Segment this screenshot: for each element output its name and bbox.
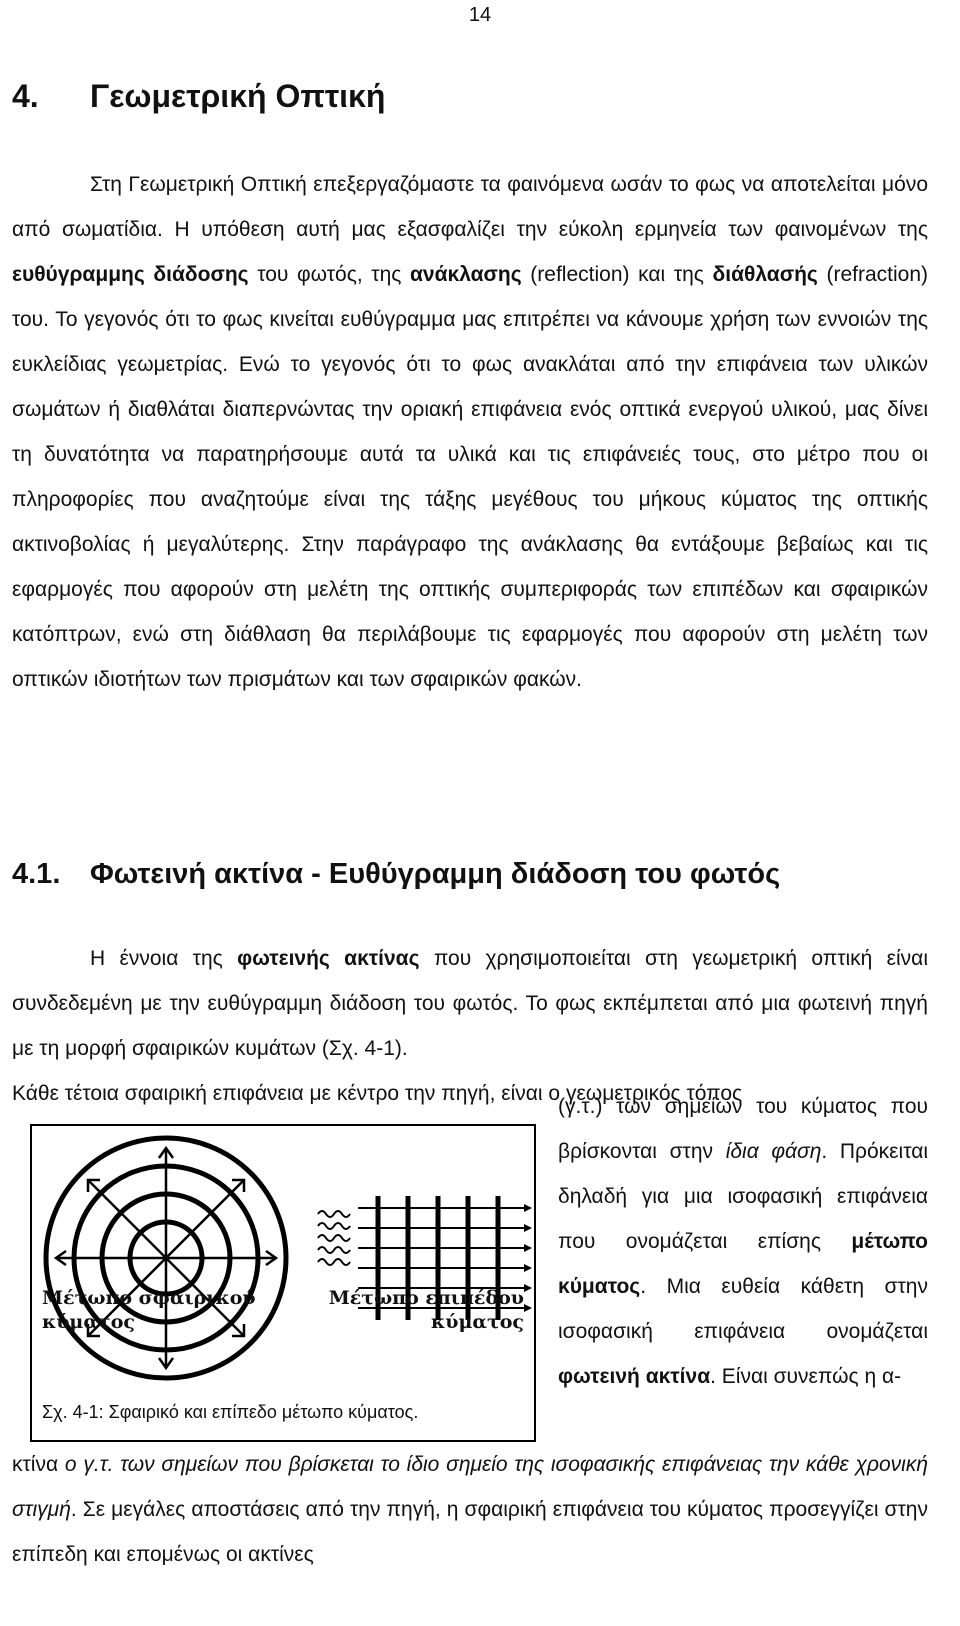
subsection-heading [12,858,780,891]
text: που χρησιμοποιείται στη γεωμετρική οπτική είναι συνδεδεμένη με την ευθύγραμμη διάδοση του φωτός. Το φως εκπέμπεται από μια φωτεινή πηγή με τη μορφή σφαιρικών κυμάτων (Σχ. 4-1). [12,947,928,1060]
bold-term: ανάκλασης [410,263,522,286]
text: του φωτός, της [248,263,411,286]
side-text [558,1084,928,1399]
text: (γ.τ.) των σημείων του κύματος που βρίσκονται στην [558,1095,928,1163]
continuation-paragraph [12,1442,928,1577]
text: . Σε μεγάλες αποστάσεις από την πηγή, η σφαιρική επιφάνεια του κύματος προσεγγίζει στην επίπεδη και επομένως οι ακτίνες [12,1498,928,1566]
page-number: 14 [468,4,492,26]
bold-term: μέτωπο κύματος [558,1230,928,1298]
label-line: κύματος [431,1311,524,1333]
text: κτίνα [12,1453,65,1476]
text-line: Κάθε τέτοια σφαιρική επιφάνεια με κέντρο την πηγή, είναι ο γεωμετρικός τόπος [12,1082,743,1105]
bold-term: φωτεινής ακτίνας [237,947,420,970]
section-heading [12,78,385,115]
text: Στη Γεωμετρική Οπτική επεξεργαζόμαστε τα φαινόμενα ωσάν το φως να αποτελείται μόνο από σωματίδια. Η υπόθεση αυτή μας εξασφαλίζει την εύκολη ερμηνεία των φαινομένων της [12,173,928,241]
text: . Είναι συνεπώς η α- [710,1365,902,1388]
wavy-rays [318,1211,350,1265]
label-line: κύματος [42,1311,135,1333]
figure-caption: Σχ. 4-1: Σφαιρικό και επίπεδο μέτωπο κύματος. [42,1402,419,1422]
text: (reflection) και της [521,263,713,286]
section-number: 4. [12,78,39,114]
parallel-ray-arrowheads [524,1204,532,1312]
subsection-title: Φωτεινή ακτίνα - Ευθύγραμμη διάδοση του φωτός [90,858,781,890]
figure-wavefronts [30,1124,536,1442]
intro-paragraph [12,162,928,702]
italic-text: ο γ.τ. των σημείων που βρίσκεται το ίδιο σημείο της ισοφασικής επιφάνειας την κάθε χρονική στιγμή [12,1453,929,1521]
wavefront-diagram [32,1126,534,1440]
italic-term: ίδια φάση [725,1140,822,1163]
bold-term: διάθλασής [712,263,818,286]
bold-term: φωτεινή ακτίνα [558,1365,711,1388]
section-title: Γεωμετρική Οπτική [90,78,386,114]
text: . Πρόκειται δηλαδή για μια ισοφασική επιφάνεια που ονομάζεται επίσης [558,1140,929,1253]
spherical-wavefront-label [42,1286,256,1334]
bold-term: ευθύγραμμης διάδοσης [12,263,249,286]
subsection-number: 4.1. [12,858,61,890]
text: (refraction) του. Το γεγονός ότι το φως κινείται ευθύγραμμα μας επιτρέπει να κάνουμε χρήση των εννοιών της ευκλείδιας γεωμετρίας. Ενώ το γεγονός ότι το φως ανακλάται από την επιφάνεια των υλικών σωμάτων ή διαθλάται διαπερνώντας την οριακή επιφάνεια ενός οπτικά ενεργού υλικού, μας δίνει τη δυνατότητα να παρατηρήσουμε αυτά τα υλικά και τις επιφάνειές τους, στο μέτρο που οι πληροφορίες που αναζητούμε είναι της τάξης μεγέθους του μήκους κύματος της οπτικής ακτινοβολίας ή μεγαλύτερης. Στην παράγραφο της ανάκλασης θα εντάξουμε βεβαίως και τις εφαρμογές που αφορούν στη μελέτη της οπτικής συμπεριφοράς των επιπέδων και σφαιρικών κατόπτρων, ενώ στη διάθλαση θα περιλάβουμε τις εφαρμογές που αφορούν στη μελέτη των οπτικών ιδιοτήτων των πρισμάτων και των σφαιρικών φακών. [12,263,928,691]
text: Η έννοια της [90,947,238,970]
text: . Μια ευθεία κάθετη στην ισοφασική επιφάνεια ονομάζεται [558,1275,928,1343]
label-line: Μέτωπο σφαιρικού [42,1287,256,1309]
plane-wavefront-label [314,1286,524,1334]
label-line: Μέτωπο επιπέδου [328,1287,524,1309]
